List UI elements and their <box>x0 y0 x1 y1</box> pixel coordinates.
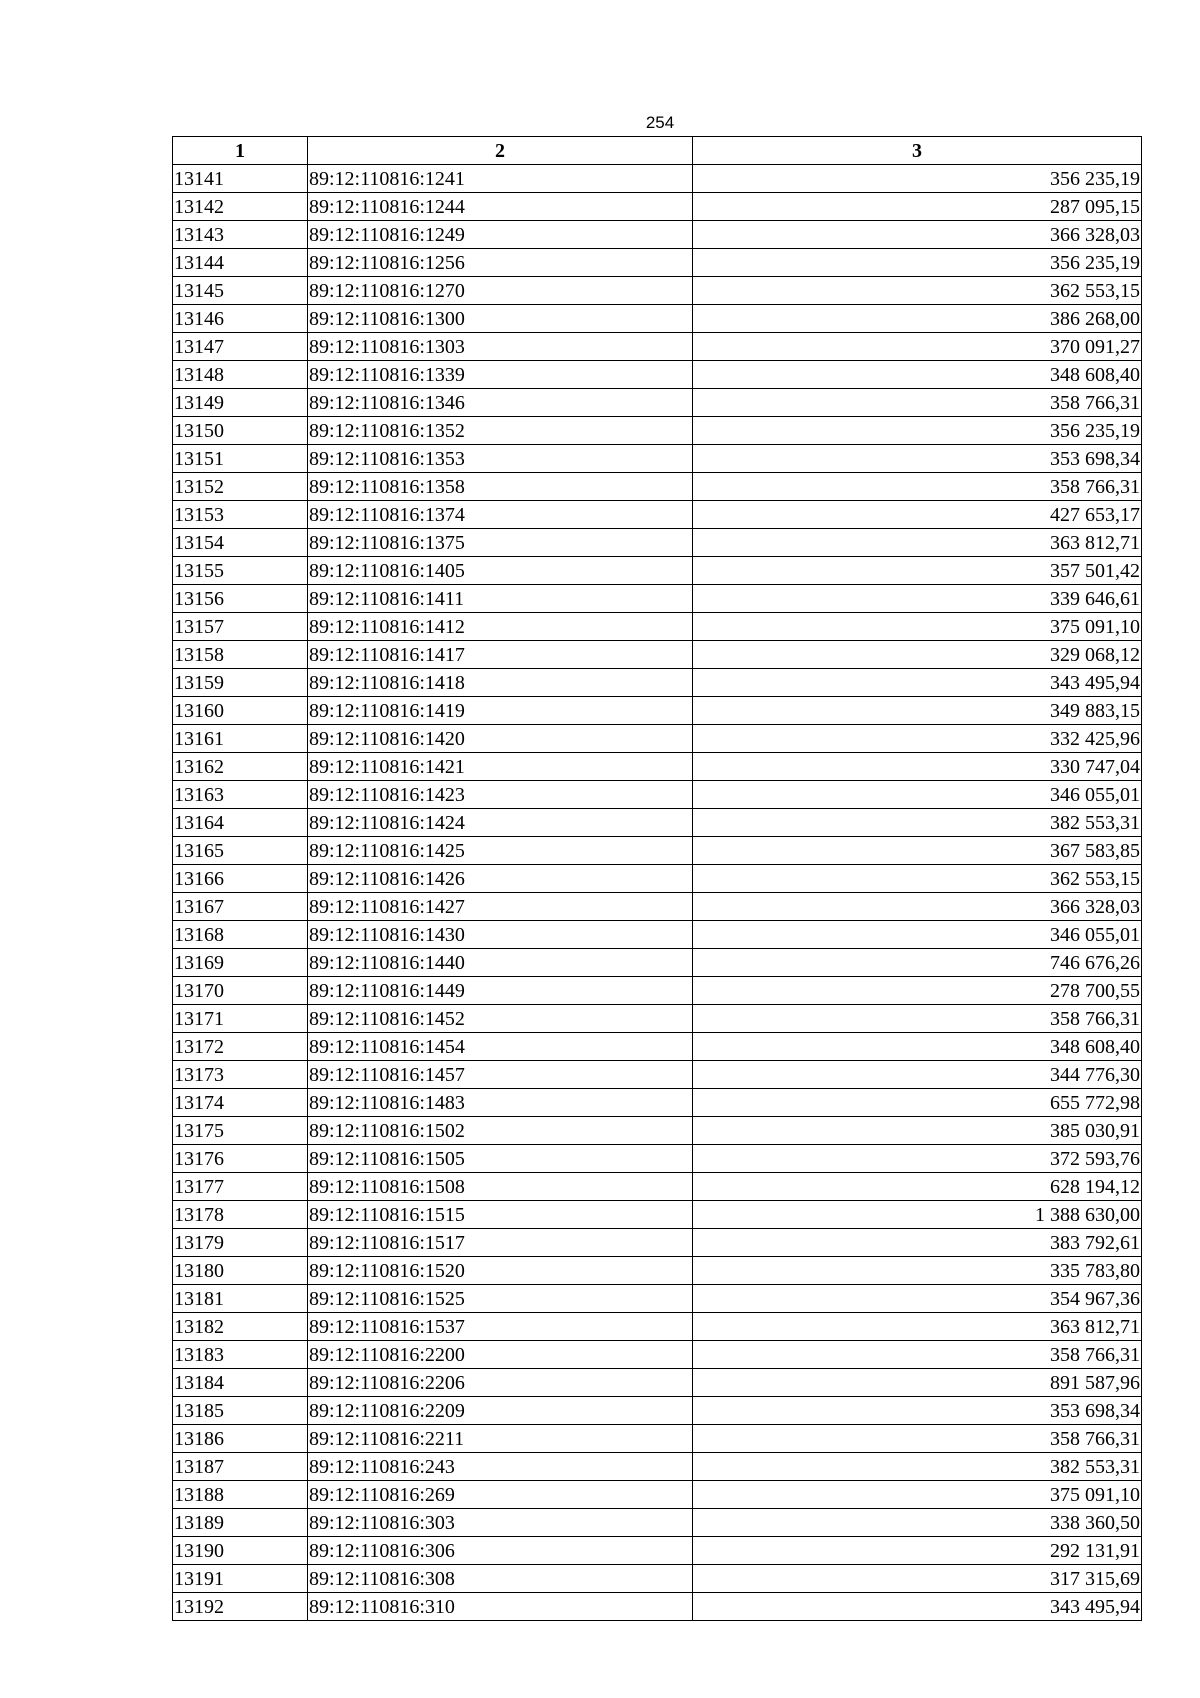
cadastral-number-cell: 89:12:110816:1520 <box>308 1257 693 1285</box>
table-row <box>173 529 1142 557</box>
table-row <box>173 865 1142 893</box>
cadastral-number-cell: 89:12:110816:1411 <box>308 585 693 613</box>
cadastral-number-cell: 89:12:110816:310 <box>308 1593 693 1621</box>
cadastral-number-cell: 89:12:110816:2200 <box>308 1341 693 1369</box>
value-cell: 348 608,40 <box>693 361 1142 389</box>
value-cell: 1 388 630,00 <box>693 1201 1142 1229</box>
column-header-2: 2 <box>308 137 693 165</box>
value-cell: 356 235,19 <box>693 165 1142 193</box>
cadastral-number-cell: 89:12:110816:1358 <box>308 473 693 501</box>
cadastral-number-cell: 89:12:110816:1483 <box>308 1089 693 1117</box>
row-number-cell: 13144 <box>173 249 308 277</box>
value-cell: 372 593,76 <box>693 1145 1142 1173</box>
table-row <box>173 1481 1142 1509</box>
value-cell: 344 776,30 <box>693 1061 1142 1089</box>
row-number-cell: 13168 <box>173 921 308 949</box>
value-cell: 746 676,26 <box>693 949 1142 977</box>
table-row <box>173 893 1142 921</box>
cadastral-number-cell: 89:12:110816:1525 <box>308 1285 693 1313</box>
value-cell: 628 194,12 <box>693 1173 1142 1201</box>
value-cell: 358 766,31 <box>693 1005 1142 1033</box>
value-cell: 343 495,94 <box>693 669 1142 697</box>
table-row <box>173 1397 1142 1425</box>
value-cell: 332 425,96 <box>693 725 1142 753</box>
value-cell: 386 268,00 <box>693 305 1142 333</box>
value-cell: 891 587,96 <box>693 1369 1142 1397</box>
cadastral-number-cell: 89:12:110816:1419 <box>308 697 693 725</box>
row-number-cell: 13171 <box>173 1005 308 1033</box>
table-row <box>173 1061 1142 1089</box>
table-row <box>173 1173 1142 1201</box>
table-row <box>173 949 1142 977</box>
table-row <box>173 1229 1142 1257</box>
cadastral-number-cell: 89:12:110816:1454 <box>308 1033 693 1061</box>
table-row <box>173 333 1142 361</box>
row-number-cell: 13173 <box>173 1061 308 1089</box>
row-number-cell: 13147 <box>173 333 308 361</box>
value-cell: 278 700,55 <box>693 977 1142 1005</box>
row-number-cell: 13179 <box>173 1229 308 1257</box>
cadastral-number-cell: 89:12:110816:1249 <box>308 221 693 249</box>
table-row <box>173 753 1142 781</box>
table-row <box>173 1565 1142 1593</box>
row-number-cell: 13155 <box>173 557 308 585</box>
table-header <box>173 137 1142 165</box>
table-row <box>173 641 1142 669</box>
cadastral-number-cell: 89:12:110816:1452 <box>308 1005 693 1033</box>
row-number-cell: 13178 <box>173 1201 308 1229</box>
cadastral-number-cell: 89:12:110816:1449 <box>308 977 693 1005</box>
row-number-cell: 13185 <box>173 1397 308 1425</box>
row-number-cell: 13159 <box>173 669 308 697</box>
table-row <box>173 1033 1142 1061</box>
value-cell: 367 583,85 <box>693 837 1142 865</box>
table-row <box>173 557 1142 585</box>
value-cell: 354 967,36 <box>693 1285 1142 1313</box>
cadastral-number-cell: 89:12:110816:1515 <box>308 1201 693 1229</box>
table-row <box>173 277 1142 305</box>
row-number-cell: 13174 <box>173 1089 308 1117</box>
value-cell: 383 792,61 <box>693 1229 1142 1257</box>
cadastral-number-cell: 89:12:110816:1352 <box>308 417 693 445</box>
value-cell: 349 883,15 <box>693 697 1142 725</box>
table-row <box>173 725 1142 753</box>
row-number-cell: 13143 <box>173 221 308 249</box>
value-cell: 330 747,04 <box>693 753 1142 781</box>
cadastral-number-cell: 89:12:110816:2206 <box>308 1369 693 1397</box>
row-number-cell: 13162 <box>173 753 308 781</box>
table-row <box>173 1313 1142 1341</box>
row-number-cell: 13141 <box>173 165 308 193</box>
table-row <box>173 1005 1142 1033</box>
table-row <box>173 305 1142 333</box>
row-number-cell: 13188 <box>173 1481 308 1509</box>
table-row <box>173 193 1142 221</box>
table-row <box>173 417 1142 445</box>
value-cell: 339 646,61 <box>693 585 1142 613</box>
cadastral-number-cell: 89:12:110816:1339 <box>308 361 693 389</box>
cadastral-number-cell: 89:12:110816:1270 <box>308 277 693 305</box>
page-number: 254 <box>645 113 675 132</box>
table-row <box>173 837 1142 865</box>
value-cell: 655 772,98 <box>693 1089 1142 1117</box>
value-cell: 375 091,10 <box>693 1481 1142 1509</box>
table-row <box>173 361 1142 389</box>
cadastral-number-cell: 89:12:110816:1427 <box>308 893 693 921</box>
row-number-cell: 13157 <box>173 613 308 641</box>
row-number-cell: 13145 <box>173 277 308 305</box>
row-number-cell: 13153 <box>173 501 308 529</box>
row-number-cell: 13149 <box>173 389 308 417</box>
cadastral-number-cell: 89:12:110816:1502 <box>308 1117 693 1145</box>
cadastral-number-cell: 89:12:110816:1430 <box>308 921 693 949</box>
table-row <box>173 1089 1142 1117</box>
row-number-cell: 13150 <box>173 417 308 445</box>
value-cell: 370 091,27 <box>693 333 1142 361</box>
value-cell: 338 360,50 <box>693 1509 1142 1537</box>
value-cell: 335 783,80 <box>693 1257 1142 1285</box>
row-number-cell: 13167 <box>173 893 308 921</box>
table-row <box>173 1285 1142 1313</box>
value-cell: 382 553,31 <box>693 1453 1142 1481</box>
cadastral-number-cell: 89:12:110816:1421 <box>308 753 693 781</box>
cadastral-number-cell: 89:12:110816:308 <box>308 1565 693 1593</box>
value-cell: 287 095,15 <box>693 193 1142 221</box>
value-cell: 375 091,10 <box>693 613 1142 641</box>
row-number-cell: 13191 <box>173 1565 308 1593</box>
table-row <box>173 585 1142 613</box>
row-number-cell: 13187 <box>173 1453 308 1481</box>
cadastral-number-cell: 89:12:110816:303 <box>308 1509 693 1537</box>
row-number-cell: 13175 <box>173 1117 308 1145</box>
row-number-cell: 13192 <box>173 1593 308 1621</box>
cadastral-number-cell: 89:12:110816:1440 <box>308 949 693 977</box>
value-cell: 382 553,31 <box>693 809 1142 837</box>
table-row <box>173 1257 1142 1285</box>
cadastral-number-cell: 89:12:110816:1425 <box>308 837 693 865</box>
value-cell: 357 501,42 <box>693 557 1142 585</box>
cadastral-number-cell: 89:12:110816:1353 <box>308 445 693 473</box>
table-row <box>173 221 1142 249</box>
cadastral-number-cell: 89:12:110816:1457 <box>308 1061 693 1089</box>
table-row <box>173 921 1142 949</box>
table-body <box>173 165 1142 1621</box>
row-number-cell: 13163 <box>173 781 308 809</box>
cadastral-number-cell: 89:12:110816:1420 <box>308 725 693 753</box>
row-number-cell: 13172 <box>173 1033 308 1061</box>
cadastral-number-cell: 89:12:110816:1417 <box>308 641 693 669</box>
row-number-cell: 13182 <box>173 1313 308 1341</box>
cadastral-number-cell: 89:12:110816:1375 <box>308 529 693 557</box>
value-cell: 427 653,17 <box>693 501 1142 529</box>
table-row <box>173 501 1142 529</box>
row-number-cell: 13189 <box>173 1509 308 1537</box>
value-cell: 358 766,31 <box>693 389 1142 417</box>
row-number-cell: 13176 <box>173 1145 308 1173</box>
cadastral-number-cell: 89:12:110816:2211 <box>308 1425 693 1453</box>
value-cell: 348 608,40 <box>693 1033 1142 1061</box>
table-row <box>173 697 1142 725</box>
cadastral-number-cell: 89:12:110816:1426 <box>308 865 693 893</box>
value-cell: 329 068,12 <box>693 641 1142 669</box>
value-cell: 353 698,34 <box>693 1397 1142 1425</box>
table-row <box>173 781 1142 809</box>
header-row <box>173 137 1142 165</box>
table-row <box>173 669 1142 697</box>
table-row <box>173 1145 1142 1173</box>
row-number-cell: 13180 <box>173 1257 308 1285</box>
table-row <box>173 1593 1142 1621</box>
table-row <box>173 389 1142 417</box>
row-number-cell: 13142 <box>173 193 308 221</box>
table-row <box>173 1453 1142 1481</box>
cadastral-number-cell: 89:12:110816:1244 <box>308 193 693 221</box>
cadastral-number-cell: 89:12:110816:243 <box>308 1453 693 1481</box>
column-header-3: 3 <box>693 137 1142 165</box>
row-number-cell: 13181 <box>173 1285 308 1313</box>
cadastral-number-cell: 89:12:110816:269 <box>308 1481 693 1509</box>
table-row <box>173 613 1142 641</box>
table-row <box>173 1369 1142 1397</box>
value-cell: 317 315,69 <box>693 1565 1142 1593</box>
cadastral-number-cell: 89:12:110816:1256 <box>308 249 693 277</box>
row-number-cell: 13146 <box>173 305 308 333</box>
value-cell: 358 766,31 <box>693 473 1142 501</box>
cadastral-number-cell: 89:12:110816:1508 <box>308 1173 693 1201</box>
value-cell: 343 495,94 <box>693 1593 1142 1621</box>
table-row <box>173 473 1142 501</box>
row-number-cell: 13183 <box>173 1341 308 1369</box>
row-number-cell: 13148 <box>173 361 308 389</box>
cadastral-number-cell: 89:12:110816:1505 <box>308 1145 693 1173</box>
value-cell: 356 235,19 <box>693 417 1142 445</box>
row-number-cell: 13177 <box>173 1173 308 1201</box>
column-header-1: 1 <box>173 137 308 165</box>
cadastral-number-cell: 89:12:110816:1517 <box>308 1229 693 1257</box>
cadastral-number-cell: 89:12:110816:1303 <box>308 333 693 361</box>
row-number-cell: 13169 <box>173 949 308 977</box>
row-number-cell: 13186 <box>173 1425 308 1453</box>
table-row <box>173 445 1142 473</box>
table-row <box>173 1117 1142 1145</box>
row-number-cell: 13190 <box>173 1537 308 1565</box>
table-row <box>173 977 1142 1005</box>
value-cell: 346 055,01 <box>693 781 1142 809</box>
cadastral-number-cell: 89:12:110816:1405 <box>308 557 693 585</box>
value-cell: 362 553,15 <box>693 277 1142 305</box>
table-row <box>173 165 1142 193</box>
value-cell: 366 328,03 <box>693 893 1142 921</box>
table-row <box>173 1201 1142 1229</box>
row-number-cell: 13170 <box>173 977 308 1005</box>
row-number-cell: 13154 <box>173 529 308 557</box>
row-number-cell: 13161 <box>173 725 308 753</box>
value-cell: 363 812,71 <box>693 1313 1142 1341</box>
row-number-cell: 13156 <box>173 585 308 613</box>
row-number-cell: 13160 <box>173 697 308 725</box>
cadastral-number-cell: 89:12:110816:1537 <box>308 1313 693 1341</box>
data-table <box>172 136 1142 1621</box>
row-number-cell: 13158 <box>173 641 308 669</box>
value-cell: 362 553,15 <box>693 865 1142 893</box>
cadastral-number-cell: 89:12:110816:306 <box>308 1537 693 1565</box>
cadastral-number-cell: 89:12:110816:1424 <box>308 809 693 837</box>
table-row <box>173 1537 1142 1565</box>
table-row <box>173 1341 1142 1369</box>
table-row <box>173 249 1142 277</box>
row-number-cell: 13152 <box>173 473 308 501</box>
table-row <box>173 1509 1142 1537</box>
cadastral-number-cell: 89:12:110816:1300 <box>308 305 693 333</box>
table-row <box>173 809 1142 837</box>
cadastral-number-cell: 89:12:110816:2209 <box>308 1397 693 1425</box>
row-number-cell: 13166 <box>173 865 308 893</box>
value-cell: 363 812,71 <box>693 529 1142 557</box>
value-cell: 366 328,03 <box>693 221 1142 249</box>
value-cell: 346 055,01 <box>693 921 1142 949</box>
cadastral-number-cell: 89:12:110816:1418 <box>308 669 693 697</box>
row-number-cell: 13165 <box>173 837 308 865</box>
value-cell: 353 698,34 <box>693 445 1142 473</box>
value-cell: 292 131,91 <box>693 1537 1142 1565</box>
value-cell: 356 235,19 <box>693 249 1142 277</box>
value-cell: 358 766,31 <box>693 1341 1142 1369</box>
row-number-cell: 13164 <box>173 809 308 837</box>
value-cell: 358 766,31 <box>693 1425 1142 1453</box>
row-number-cell: 13151 <box>173 445 308 473</box>
table-row <box>173 1425 1142 1453</box>
cadastral-number-cell: 89:12:110816:1423 <box>308 781 693 809</box>
cadastral-number-cell: 89:12:110816:1346 <box>308 389 693 417</box>
value-cell: 385 030,91 <box>693 1117 1142 1145</box>
cadastral-number-cell: 89:12:110816:1374 <box>308 501 693 529</box>
cadastral-number-cell: 89:12:110816:1241 <box>308 165 693 193</box>
row-number-cell: 13184 <box>173 1369 308 1397</box>
cadastral-number-cell: 89:12:110816:1412 <box>308 613 693 641</box>
